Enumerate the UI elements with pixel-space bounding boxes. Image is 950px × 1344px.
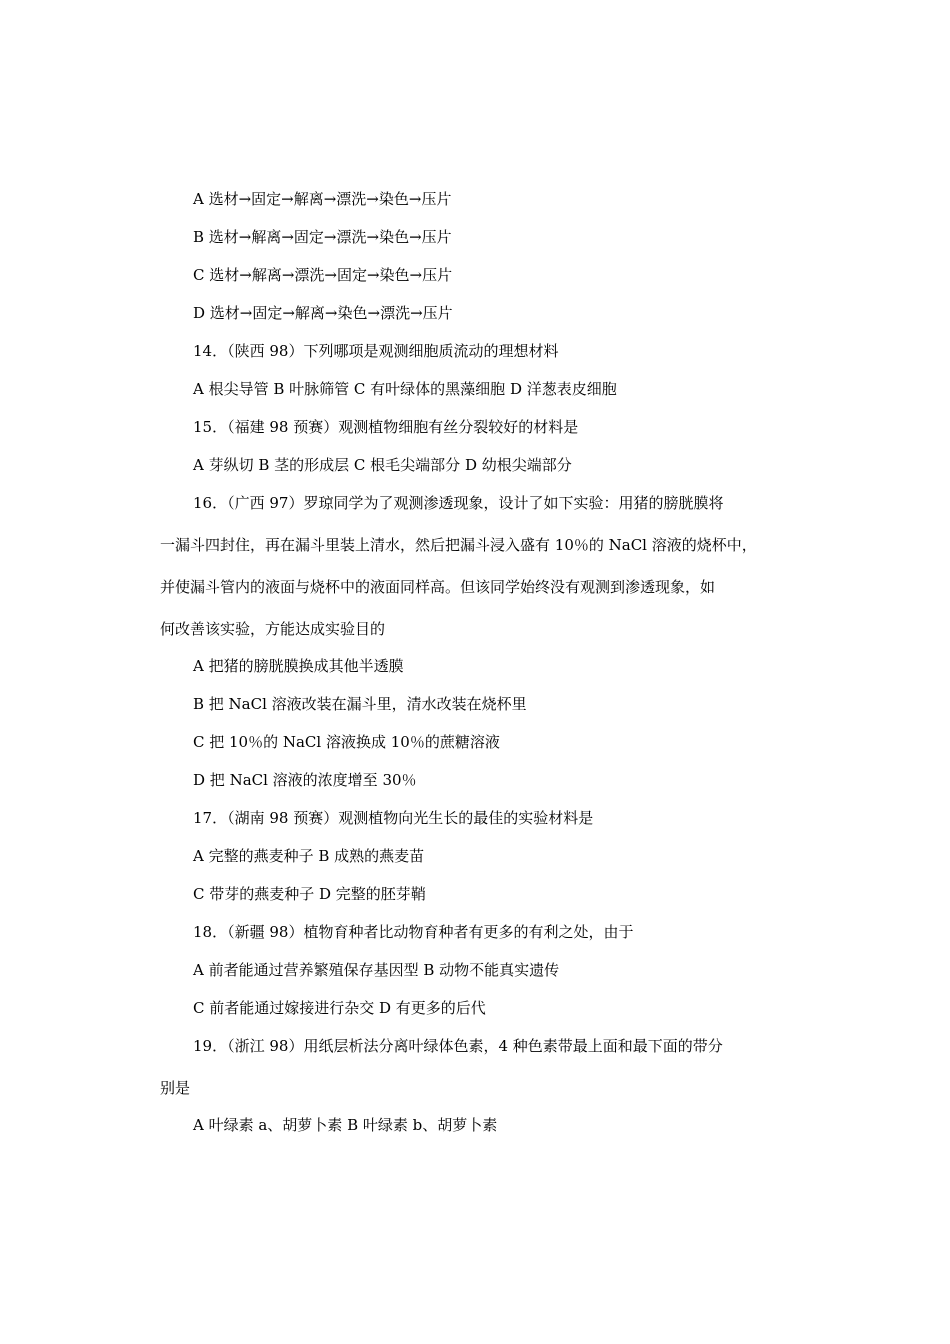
question-18: 18．（新疆 98）植物育种者比动物育种者有更多的有利之处，由于 — [193, 923, 634, 941]
question-17-options-cd: C 带芽的燕麦种子 D 完整的胚芽鞘 — [193, 885, 426, 903]
question-16-line-2: 一漏斗四封住，再在漏斗里装上清水，然后把漏斗浸入盛有 10％的 NaCl 溶液的烧杯中， — [160, 536, 757, 554]
question-19-line-1: 19．（浙江 98）用纸层析法分离叶绿体色素，4 种色素带最上面和最下面的带分 — [193, 1037, 723, 1055]
question-15-options: A 芽纵切 B 茎的形成层 C 根毛尖端部分 D 幼根尖端部分 — [193, 456, 572, 474]
text-line-option-c: C 选材→解离→漂洗→固定→染色→压片 — [193, 266, 453, 284]
question-16-line-3: 并使漏斗管内的液面与烧杯中的液面同样高。但该同学始终没有观测到渗透现象，如 — [160, 578, 716, 596]
question-16-option-a: A 把猪的膀胱膜换成其他半透膜 — [193, 657, 404, 675]
question-16-line-1: 16．（广西 97）罗琼同学为了观测渗透现象，设计了如下实验：用猪的膀胱膜将 — [193, 494, 724, 512]
question-17-options-ab: A 完整的燕麦种子 B 成熟的燕麦苗 — [193, 847, 425, 865]
question-18-options-cd: C 前者能通过嫁接进行杂交 D 有更多的后代 — [193, 999, 486, 1017]
question-16-option-b: B 把 NaCl 溶液改装在漏斗里，清水改装在烧杯里 — [193, 695, 527, 713]
question-16-line-4: 何改善该实验，方能达成实验目的 — [160, 620, 386, 638]
text-line-option-b: B 选材→解离→固定→漂洗→染色→压片 — [193, 228, 452, 246]
text-line-option-d: D 选材→固定→解离→染色→漂洗→压片 — [193, 304, 453, 322]
question-17: 17．（湖南 98 预赛）观测植物向光生长的最佳的实验材料是 — [193, 809, 594, 827]
question-19-line-2: 别是 — [160, 1079, 191, 1097]
question-19-options-ab: A 叶绿素 a、胡萝卜素 B 叶绿素 b、胡萝卜素 — [193, 1116, 498, 1134]
question-16-option-d: D 把 NaCl 溶液的浓度增至 30％ — [193, 771, 417, 789]
question-16-option-c: C 把 10％的 NaCl 溶液换成 10％的蔗糖溶液 — [193, 733, 500, 751]
question-18-options-ab: A 前者能通过营养繁殖保存基因型 B 动物不能真实遗传 — [193, 961, 560, 979]
question-15: 15．（福建 98 预赛）观测植物细胞有丝分裂较好的材料是 — [193, 418, 579, 436]
question-14-options: A 根尖导管 B 叶脉筛管 C 有叶绿体的黑藻细胞 D 洋葱表皮细胞 — [193, 380, 617, 398]
text-line-option-a: A 选材→固定→解离→漂洗→染色→压片 — [193, 190, 452, 208]
question-14: 14．（陕西 98）下列哪项是观测细胞质流动的理想材料 — [193, 342, 559, 360]
